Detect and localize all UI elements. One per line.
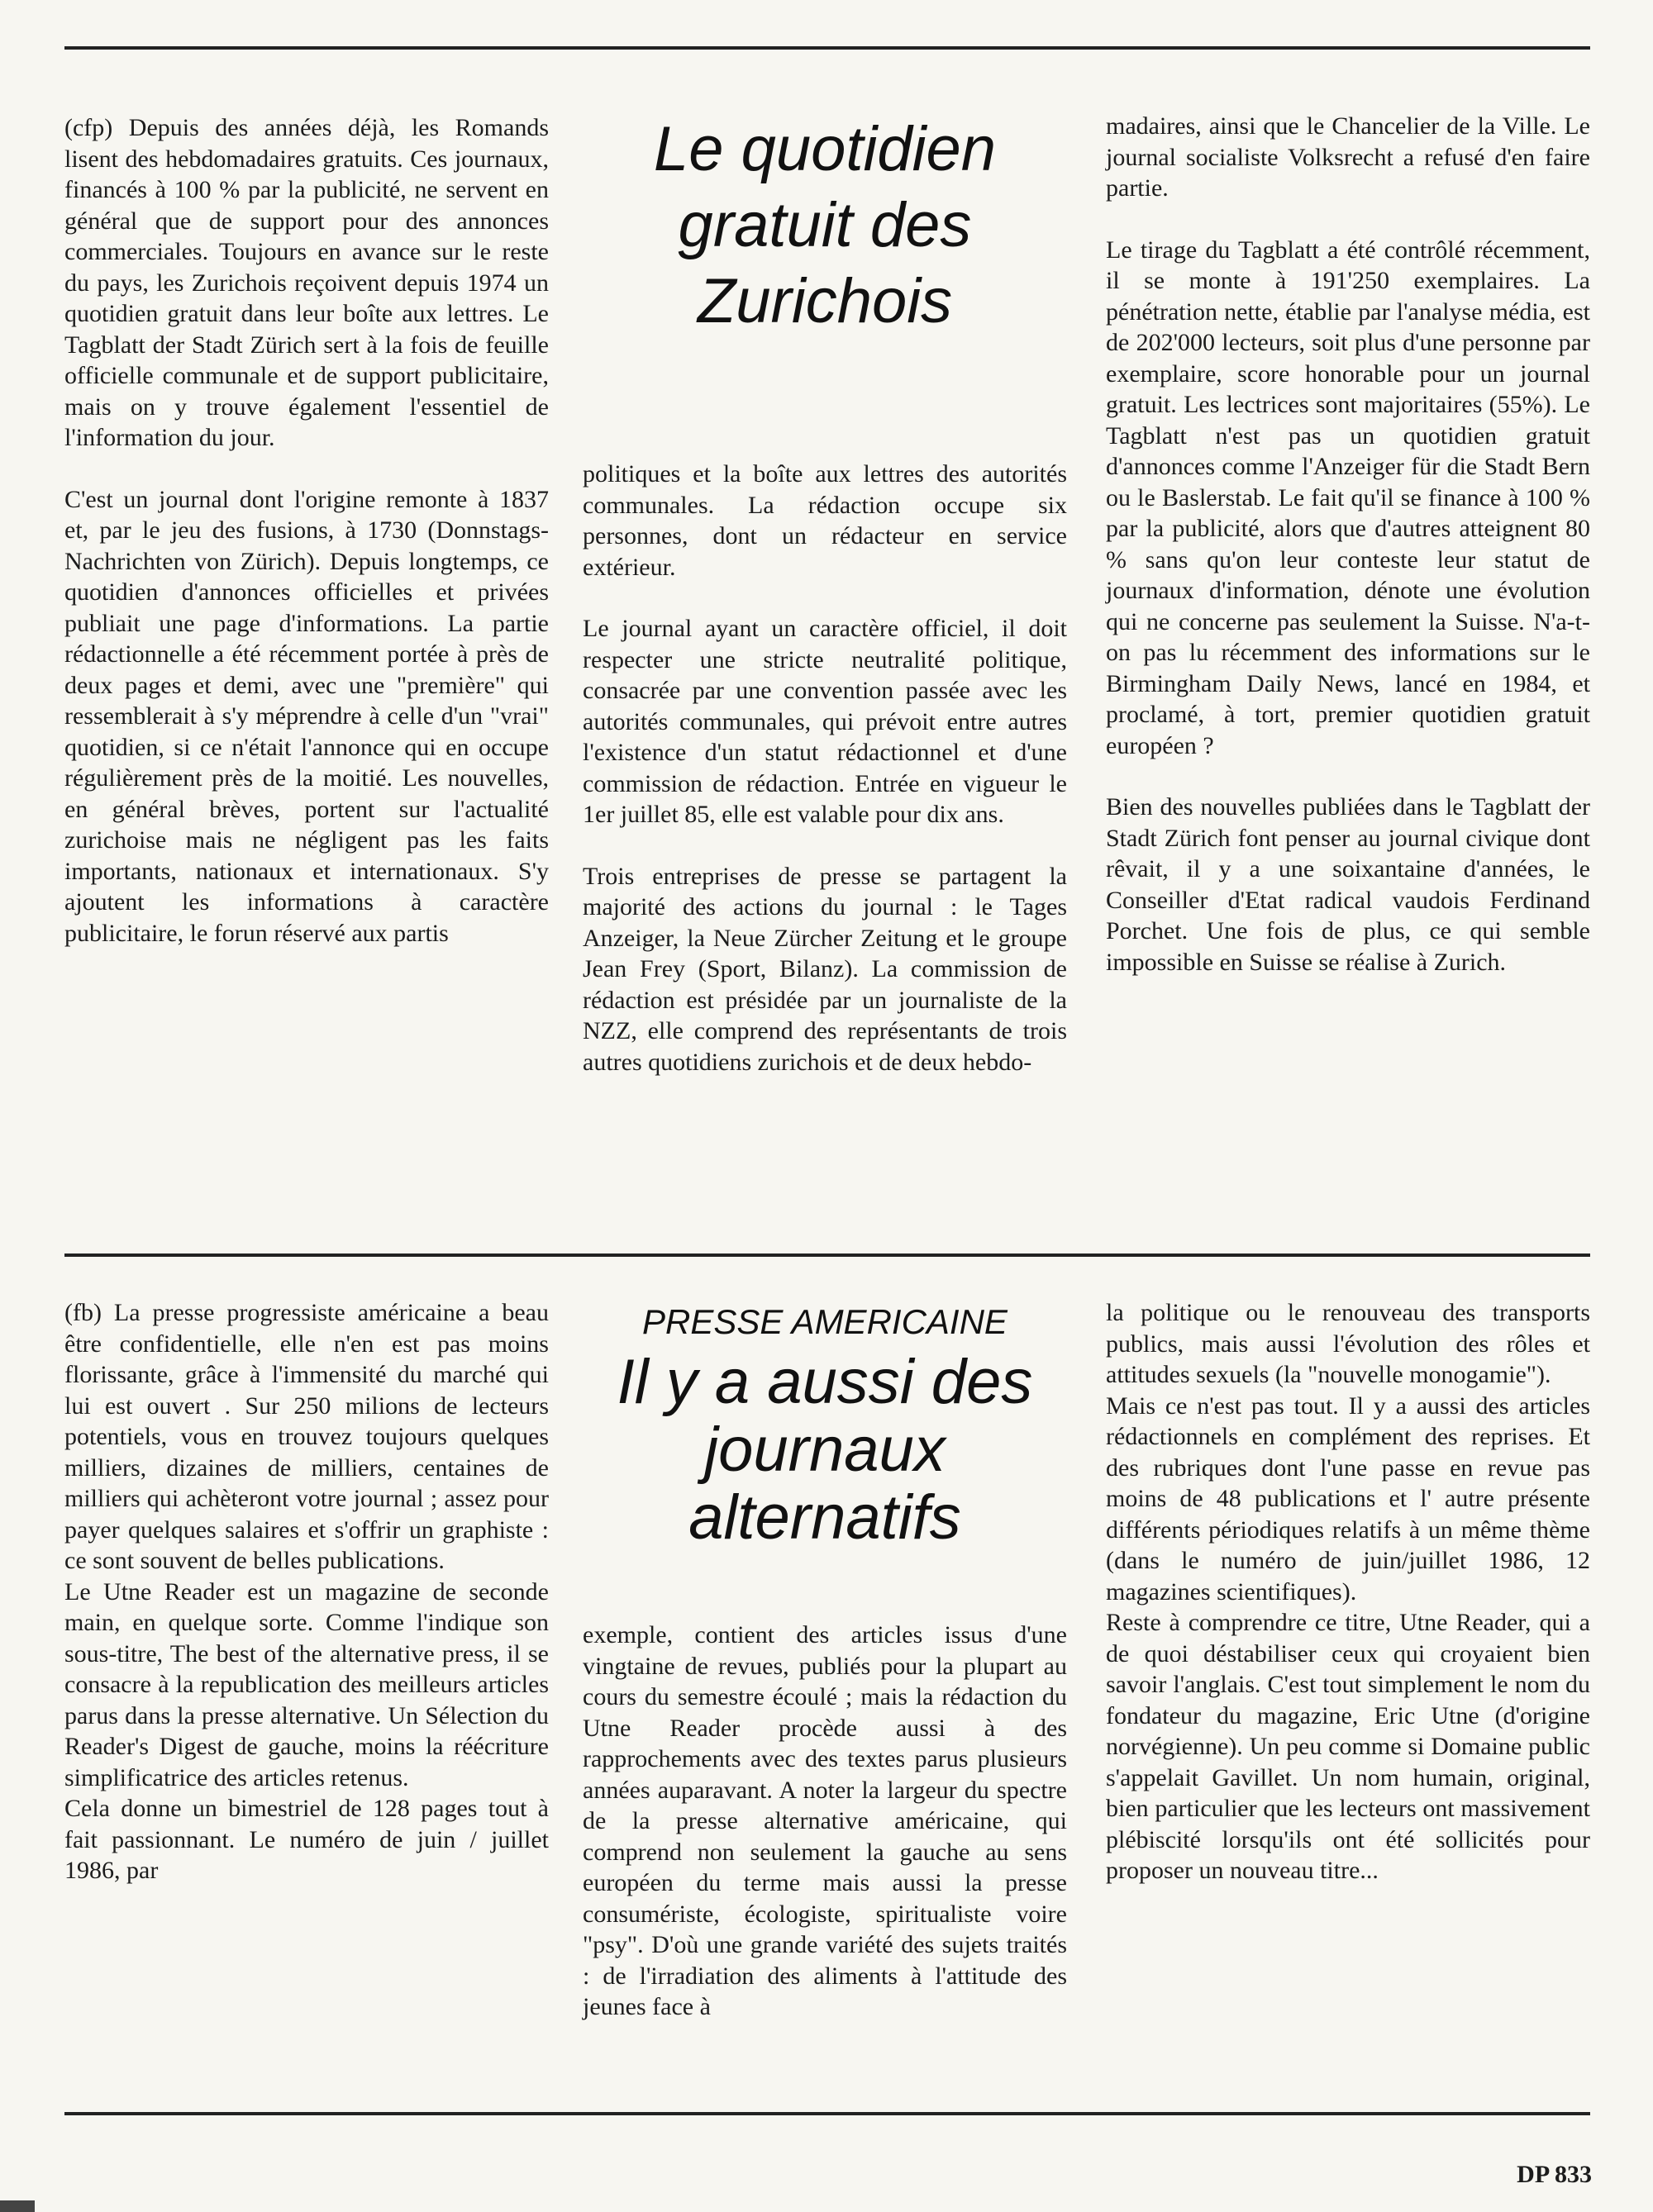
bottom-rule [64,2112,1590,2115]
article2-column-3 [1106,1297,1590,1886]
paragraph: (cfp) Depuis des années déjà, les Romands lisent des hebdomadaires gratuits. Ces journaux, financés à 100 % par la publicité, ne servent en général que de support pour des annonces commerciales. Toujours en avance sur le reste du pays, les Zurichois reçoivent depuis 1974 un quotidien gratuit dans leur boîte aux lettres. Le Tagblatt der Stadt Zürich sert à la fois de feuille officielle communale et de support publicitaire, mais on y trouve également l'essentiel de l'information du jour. [64,114,549,451]
article2-title: Il y a aussi des journaux alternatifs [617,1347,1033,1553]
article2-column-2 [583,1620,1067,2023]
article1-column-2 [583,459,1067,1108]
paragraph: Reste à comprendre ce titre, Utne Reader, qui a de quoi déstabiliser ceux qui croyaient bien savoir l'anglais. C'est tout simplement le nom du fondateur du magazine, Eric Utne (d'origine norvégienne). Un peu comme si Domaine public s'appelait Gavillet. Un nom humain, original, bien particulier que les lecteurs ont massivement plébiscité lorsqu'ils ont été sollicités pour proposer un nouveau titre... [1106,1609,1590,1884]
middle-rule [64,1253,1590,1257]
top-rule [64,46,1590,50]
paragraph: (fb) La presse progressiste américaine a beau être confidentielle, elle n'en est pas moins florissante, grâce à l'immensité du marché qui lui est ouvert . Sur 250 milions de lecteurs potentiels, vous en trouvez toujours quelques milliers, dizaines de milliers, centaines de milliers qui achèteront votre journal ; assez pour payer quelques salaires et s'offrir un graphiste : ce sont souvent de belles publications. [64,1299,549,1574]
paragraph: Le tirage du Tagblatt a été contrôlé récemment, il se monte à 191'250 exemplaires. La pénétration nette, établie par l'analyse média, est de 202'000 lecteurs, soit plus d'une personne par exemplaire, score honorable pour un journal gratuit. Les lectrices sont majoritaires (55%). Le Tagblatt n'est pas un quotidien gratuit d'annonces comme l'Anzeiger für die Stadt Bern ou le Baslerstab. Le fait qu'il se finance à 100 % par la publicité, alors que d'autres atteignent 80 % sans qu'on leur conteste leur statut de journaux d'information, dénote une évolution qui ne concerne pas seulement la Suisse. N'a-t-on pas lu récemment des informations sur le Birmingham Daily News, lancé en 1984, et proclamé, à tort, premier quotidien gratuit européen ? [1106,235,1590,759]
article2-kicker: PRESSE AMERICAINE [642,1302,1008,1341]
paragraph: Cela donne un bimestriel de 128 pages tout à fait passionnant. Le numéro de juin / juillet 1986, par [64,1795,549,1884]
paragraph: politiques et la boîte aux lettres des autorités communales. La rédaction occupe six personnes, dont un rédacteur en service extérieur. [583,460,1067,581]
paragraph: Mais ce n'est pas tout. Il y a aussi des articles rédactionnels en complément des reprises. Et des rubriques dont l'une passe en revue pas moins de 48 publications et l' autre présente différents périodiques relatifs à un même thème (dans le numéro de juin/juillet 1986, 12 magazines scientifiques). [1106,1391,1590,1605]
paragraph: exemple, contient des articles issus d'une vingtaine de revues, publiés pour la plupart au cours du semestre écoulé ; mais la rédaction du Utne Reader procède aussi à des rapprochements avec des textes parus plusieurs années auparavant. A noter la largeur du spectre de la presse alternative américaine, qui comprend non seulement la gauche au sens européen du terme mais aussi la presse consumériste, écologiste, spiritualiste voire "psy". D'où une grande variété des sujets traités : de l'irradiation des aliments à l'attitude des jeunes face à [583,1621,1067,2020]
article1-column-1 [64,112,549,979]
binding-mark [0,2200,35,2212]
article2-column-1 [64,1297,549,1886]
paragraph: madaires, ainsi que le Chancelier de la Ville. Le journal socialiste Volksrecht a refusé d'en faire partie. [1106,112,1590,202]
article1-column-3 [1106,111,1590,1008]
article1-title: Le quotidien gratuit des Zurichois [653,114,997,336]
paragraph: C'est un journal dont l'origine remonte à 1837 et, par le jeu des fusions, à 1730 (Donnstags-Nachrichten von Zürich). Depuis longtemps, ce quotidien d'annonces officielles et privées publiait une page d'informations. La partie rédactionnelle a été récemment portée à près de deux pages et demi, avec une "première" qui ressemblerait à s'y méprendre à celle d'un "vrai" quotidien, si ce n'était l'annonce qui en occupe régulièrement près de la moitié. Les nouvelles, en général brèves, portent sur l'actualité zurichoise mais ne négligent pas les faits importants, nationaux et internationaux. S'y ajoutent les informations à caractère publicitaire, le forun réservé aux partis [64,485,549,947]
paragraph: la politique ou le renouveau des transports publics, mais aussi l'évolution des rôles et attitudes sexuels (la "nouvelle monogamie"). [1106,1299,1590,1388]
paragraph: Trois entreprises de presse se partagent la majorité des actions du journal : le Tages Anzeiger, la Neue Zürcher Zeitung et le groupe Jean Frey (Sport, Bilanz). La commission de rédaction est présidée par un journaliste de la NZZ, elle comprend des représentants de trois autres quotidiens zurichois et de deux hebdo- [583,862,1067,1076]
paragraph: Le Utne Reader est un magazine de seconde main, en quelque sorte. Comme l'indique son sous-titre, The best of the alternative press, il se consacre à la republication des meilleurs articles parus dans la presse alternative. Un Sélection du Reader's Digest de gauche, moins la réécriture simplificatrice des articles retenus. [64,1577,549,1791]
page-number: DP 833 [1517,2161,1592,2188]
paragraph: Bien des nouvelles publiées dans le Tagblatt der Stadt Zürich font penser au journal civique dont rêvait, il y a une soixantaine d'années, le Conseiller d'Etat radical vaudois Ferdinand Porchet. Une fois de plus, ce qui semble impossible en Suisse se réalise à Zurich. [1106,793,1590,976]
paragraph: Le journal ayant un caractère officiel, il doit respecter une stricte neutralité politique, consacrée par une convention passée avec les autorités communales, qui prévoit entre autres l'existence d'un statut rédactionnel et d'une commission de rédaction. Entrée en vigueur le 1er juillet 85, elle est valable pour dix ans. [583,615,1067,828]
